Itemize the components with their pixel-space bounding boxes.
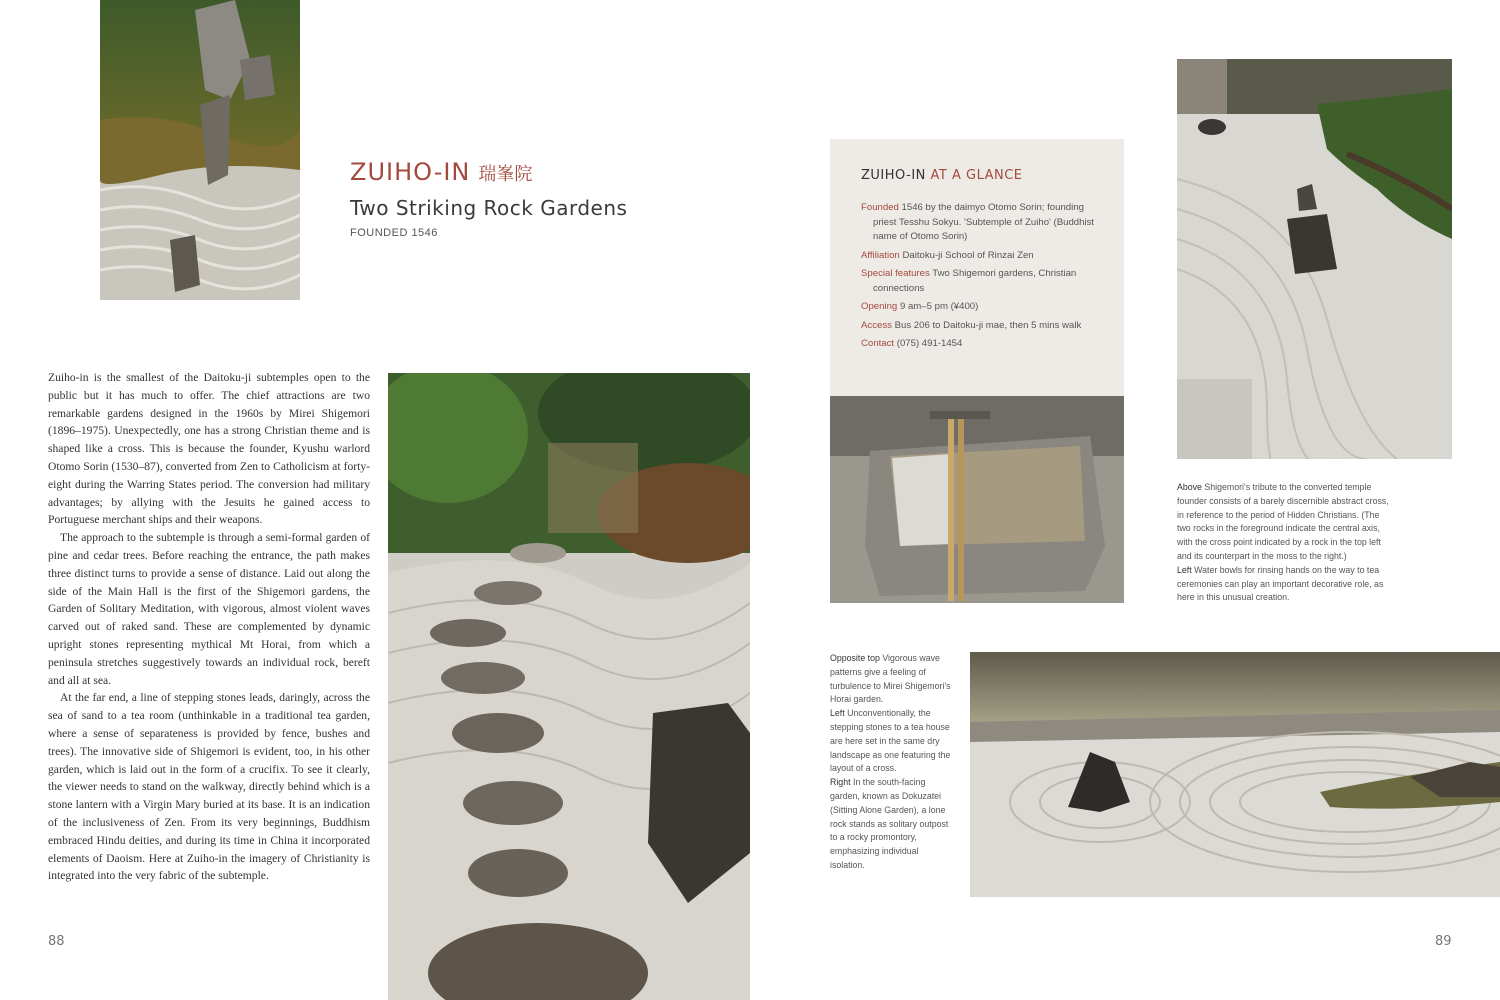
photo-water-bowl-art <box>830 396 1124 603</box>
glance-label: Founded <box>861 202 899 213</box>
body-paragraph-1-rest: open to the public but it has much to offer. The chief attractions are two remarkable gardens designed in the 1960s by Mirei Shigemori (1896–1975). Unexpectedly, one has a strong Christian theme and is shaped like a cross. This is because the founder, Kyushu warlord Otomo Sorin (1530–87), converted from Zen to Catholicism at forty-eight during the Warring States period. The conversion had military advantages; by allying with the Jesuits he gained access to Portuguese merchant ships and their weapons. <box>48 371 370 527</box>
caption-label: Opposite top <box>830 653 880 663</box>
glance-label: Access <box>861 319 892 331</box>
founded-line: FOUNDED 1546 <box>350 227 438 239</box>
photo-upright-rocks-art <box>100 0 300 300</box>
photo-upright-rocks <box>100 0 300 300</box>
caption-text: Unconventionally, the stepping stones to a tea house are here set in the same dry landscape as one featuring the layout of a cross. <box>830 708 951 774</box>
page-number-left: 88 <box>48 934 65 949</box>
glance-list <box>861 201 1101 356</box>
photo-hidden-cross-garden <box>1177 59 1452 459</box>
body-text <box>48 369 370 885</box>
body-paragraph-1 <box>48 369 370 529</box>
photo-dokuzatei-garden <box>970 652 1500 897</box>
glance-value: 1546 by the daimyo Otomo Sorin; founding priest Tesshu Sokyu. 'Subtemple of Zuiho' (Buddhist name of Otomo Sorin) <box>873 202 1095 242</box>
photo-water-bowl <box>830 396 1124 603</box>
glance-value: Two Shigemori gardens, Christian connections <box>873 268 1077 294</box>
photo-dokuzatei-garden-art <box>970 652 1500 897</box>
glance-item-access <box>861 319 1101 334</box>
glance-item-opening <box>861 300 1101 315</box>
glance-item-affiliation <box>861 249 1101 264</box>
body-paragraph-3: At the far end, a line of stepping stones leads, daringly, across the sea of sand to a tea room (unthinkable in a traditional tea garden, where a sense of separateness is provided by fence, bushes and trees). The innovative side of Shigemori is evident, too, in his other garden, which is laid out in the form of a crucifix. To see it clearly, the viewer needs to stand on the walkway, directly behind which is a stone lantern with a Virgin Mary buried at its base. It is an indication of the inclusiveness of Zen. From its very beginnings, Buddhism embraced Hindu deities, and during its time in China it incorporated elements of Daoism. Here at Zuiho-in the imagery of Christianity is integrated into the very fabric of the subtemple. <box>48 691 370 883</box>
glance-title-main: ZUIHO-IN <box>861 168 926 183</box>
glance-label: Special features <box>861 268 930 279</box>
caption-above-left <box>1177 481 1395 605</box>
glance-label: Opening <box>861 301 898 312</box>
title-english: ZUIHO-IN <box>350 158 471 186</box>
glance-item-founded <box>861 201 1101 245</box>
caption-text: In the south-facing garden, known as Dokuzatei (Sitting Alone Garden), a lone rock stands as solitary outpost to a rocky promontory, emphasizing individual isolation. <box>830 777 949 870</box>
glance-value: 9 am–5 pm (¥400) <box>899 301 979 312</box>
caption-opposite <box>830 652 952 873</box>
photo-hidden-cross-garden-art <box>1177 59 1452 459</box>
caption-label: Left <box>830 708 845 719</box>
page-subtitle: Two Striking Rock Gardens <box>350 196 628 220</box>
glance-label: Contact <box>861 338 895 349</box>
glance-item-special-features <box>861 267 1101 296</box>
glance-label: Affiliation <box>861 249 900 261</box>
title-japanese: 瑞峯院 <box>478 164 533 185</box>
page-number-right: 89 <box>1435 934 1452 949</box>
lead-sentence: Zuiho-in is the smallest of the Daitoku-ji subtemples <box>48 371 309 384</box>
glance-value: (075) 491-1454 <box>896 338 963 349</box>
glance-value: Daitoku-ji School of Rinzai Zen <box>902 249 1034 261</box>
photo-stepping-stones <box>388 373 750 1000</box>
caption-label: Left <box>1177 564 1192 575</box>
caption-text: Vigorous wave patterns give a feeling of turbulence to Mirei Shigemori's Horai garden. <box>830 653 951 705</box>
at-a-glance-box <box>830 139 1124 396</box>
caption-label: Above <box>1177 482 1202 492</box>
glance-title-accent: AT A GLANCE <box>930 168 1023 183</box>
page-title <box>350 158 532 186</box>
caption-label: Right <box>830 777 851 788</box>
glance-value: Bus 206 to Daitoku-ji mae, then 5 mins walk <box>894 319 1082 331</box>
photo-stepping-stones-art <box>388 373 750 1000</box>
caption-text: Shigemori's tribute to the converted temple founder consists of a barely discernible abstract cross, in reference to the period of Hidden Christians. (The two rocks in the foreground indicate the central axis, with the cross point indicated by a rock in the top left and its counterpart in the moss to the right.) <box>1177 482 1389 561</box>
body-paragraph-2: The approach to the subtemple is through a semi-formal garden of pine and cedar trees. Before reaching the entrance, the path makes three distinct turns to provide a sense of distance. Laid out along the side of the Main Hall is the first of the Shigemori gardens, the Garden of Solitary Meditation, with vigorous, almost violent waves carved out of raked sand. These are complemented by dynamic upright stones representing mythical Mt Horai, from which a peninsula stretches suggestively towards an individual rock, bereft and all at sea. <box>48 531 370 687</box>
caption-text: Water bowls for rinsing hands on the way to tea ceremonies can play an important decorative role, as here in this unusual creation. <box>1177 564 1384 603</box>
glance-item-contact <box>861 337 1101 352</box>
glance-title <box>861 168 1023 183</box>
